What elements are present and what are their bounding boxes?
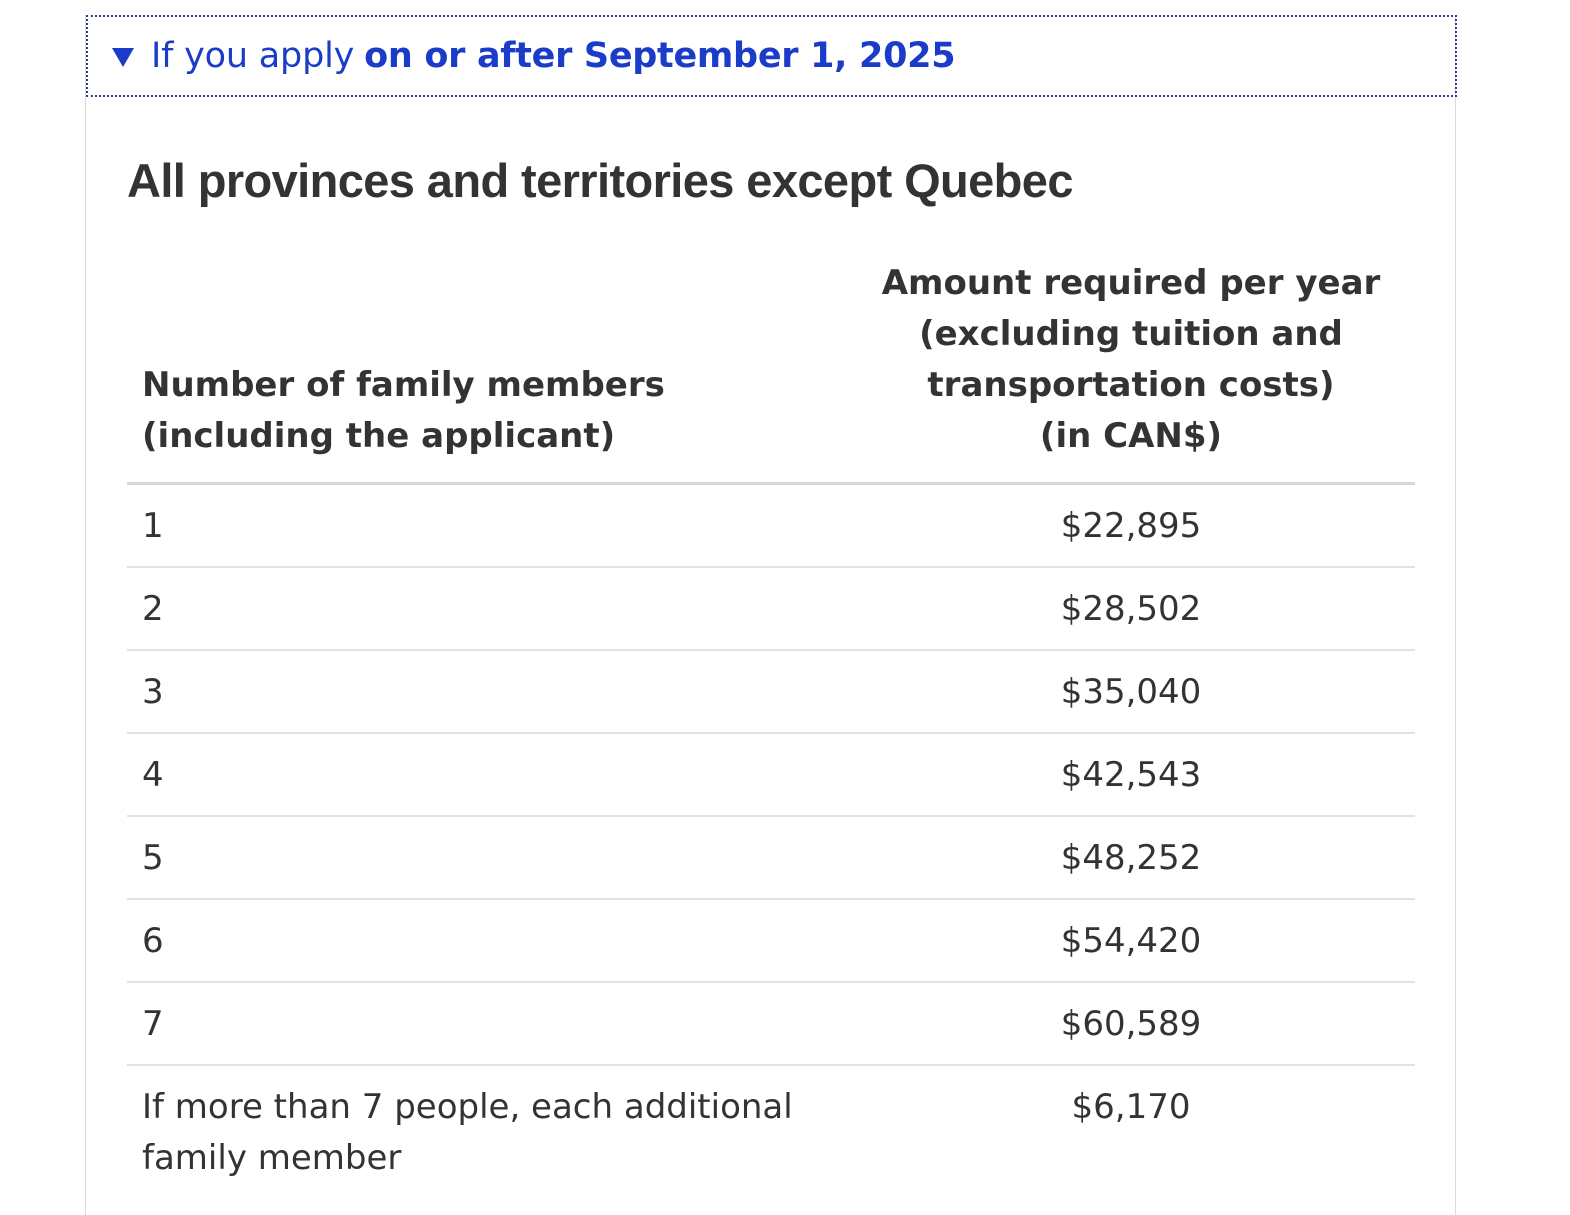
summary-prefix: If you apply xyxy=(151,36,355,76)
header-family-members: Number of family members (including the applicant) xyxy=(127,250,847,484)
amount-cell: $60,589 xyxy=(847,982,1415,1065)
table-row xyxy=(127,567,1415,650)
section-heading: All provinces and territories except Quebec xyxy=(127,154,1073,207)
header-amount-required: Amount required per year (excluding tuition and transportation costs) (in CAN$) xyxy=(847,250,1415,484)
triangle-down-icon xyxy=(112,48,134,67)
table-header-row xyxy=(127,250,1415,484)
amount-cell: $28,502 xyxy=(847,567,1415,650)
table-row xyxy=(127,982,1415,1065)
amount-cell: $54,420 xyxy=(847,899,1415,982)
table-row xyxy=(127,816,1415,899)
family-members-cell: 3 xyxy=(127,650,847,733)
amount-cell: $42,543 xyxy=(847,733,1415,816)
table-row xyxy=(127,484,1415,568)
family-members-cell: 1 xyxy=(127,484,847,568)
family-members-cell: 6 xyxy=(127,899,847,982)
table-row xyxy=(127,650,1415,733)
family-members-cell: 7 xyxy=(127,982,847,1065)
expandable-details xyxy=(85,15,1456,1215)
summary-date: on or after September 1, 2025 xyxy=(364,36,956,76)
table-row xyxy=(127,899,1415,982)
family-members-cell: 5 xyxy=(127,816,847,899)
amount-cell: $22,895 xyxy=(847,484,1415,568)
table-row xyxy=(127,733,1415,816)
amount-cell: $6,170 xyxy=(1071,1087,1191,1127)
details-summary-toggle[interactable] xyxy=(86,15,1457,97)
table-row xyxy=(127,1065,1415,1214)
family-members-cell: 4 xyxy=(127,733,847,816)
amount-cell: $48,252 xyxy=(847,816,1415,899)
funds-table xyxy=(127,250,1415,1214)
family-members-cell: 2 xyxy=(127,567,847,650)
amount-cell: $35,040 xyxy=(847,650,1415,733)
family-members-cell: If more than 7 people, each additional family member xyxy=(142,1087,793,1178)
